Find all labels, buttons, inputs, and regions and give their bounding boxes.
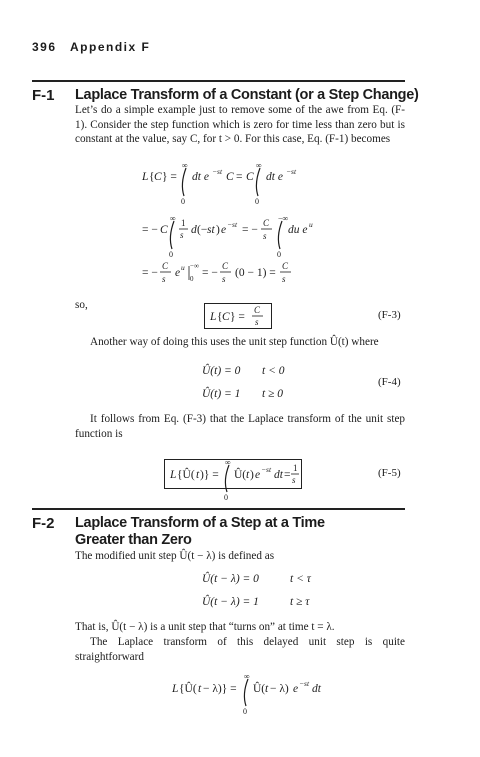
svg-text:C: C — [162, 261, 169, 271]
svg-text:e: e — [293, 683, 299, 695]
svg-text:= −: = − — [202, 267, 218, 279]
svg-text:−st: −st — [212, 167, 223, 176]
shifted-def-cond-2: t ≥ τ — [290, 596, 310, 608]
svg-text:{Û(: {Û( — [179, 683, 197, 695]
svg-text:u: u — [181, 263, 185, 272]
svg-text:1: 1 — [293, 463, 298, 473]
svg-text:0: 0 — [181, 197, 185, 206]
svg-text:): ) — [216, 224, 220, 236]
svg-text:= −: = − — [242, 224, 258, 236]
svg-text:t: t — [196, 469, 200, 481]
svg-text:−st: −st — [299, 679, 310, 688]
step-def-line-1: Û(t) = 0 — [202, 365, 241, 377]
svg-text:s: s — [222, 274, 226, 284]
svg-text:C: C — [222, 261, 229, 271]
shifted-def-line-1: Û(t − λ) = 0 — [202, 573, 259, 585]
paragraph-follows: It follows from Eq. (F-3) that the Laplace transform of the unit step function is — [75, 413, 405, 440]
equation-number-f3: (F-3) — [378, 309, 401, 321]
svg-text:∞: ∞ — [225, 458, 231, 467]
svg-text:{: { — [149, 171, 155, 183]
svg-text:Û(: Û( — [253, 683, 266, 695]
svg-text:} =: } = — [230, 311, 245, 323]
section-number-f1: F-1 — [32, 87, 55, 104]
svg-text:C: C — [282, 261, 289, 271]
svg-text:0: 0 — [277, 250, 281, 259]
svg-text:d: d — [191, 224, 197, 236]
svg-text:0: 0 — [224, 493, 228, 502]
svg-text:e: e — [255, 469, 261, 481]
svg-text:{: { — [217, 311, 223, 323]
svg-text:=: = — [284, 469, 291, 481]
svg-text:t: t — [246, 469, 250, 481]
svg-text:−∞: −∞ — [190, 262, 199, 270]
svg-text:)} =: )} = — [200, 469, 219, 481]
paragraph-defined-as: The modified unit step Û(t − λ) is defined as — [75, 550, 275, 562]
svg-text:s: s — [263, 231, 267, 241]
svg-text:−st: −st — [286, 167, 297, 176]
svg-text:L: L — [172, 683, 179, 695]
svg-text:−∞: −∞ — [278, 214, 289, 223]
paragraph-delayed: The Laplace transform of this delayed unit step is quite straightforward — [75, 636, 405, 663]
section-title-f2-line1: Laplace Transform of a Step at a Time — [75, 515, 325, 531]
svg-text:C: C — [263, 218, 270, 228]
svg-text:e: e — [221, 224, 227, 236]
svg-text:∞: ∞ — [244, 672, 250, 681]
page-number: 396 — [32, 40, 57, 54]
paragraph-intro-f1: Let’s do a simple example just to remove some of the awe from Eq. (F-1). Consider the step function which is zero for time less than zero but is constant at the value, say C, for t > 0. For this case, Eq. (F-1) becomes — [75, 104, 405, 146]
svg-text:Û(: Û( — [234, 469, 247, 481]
svg-text:∞: ∞ — [256, 161, 262, 170]
section-title-f1: Laplace Transform of a Constant (or a Step Change) — [75, 87, 419, 103]
svg-text:= −: = − — [142, 224, 158, 236]
svg-text:0: 0 — [190, 275, 194, 283]
svg-text:dt: dt — [312, 683, 321, 695]
svg-text:− λ): − λ) — [270, 683, 289, 695]
equation-number-f4: (F-4) — [378, 376, 401, 388]
svg-text:s: s — [180, 230, 184, 240]
so-word: so, — [75, 299, 88, 311]
svg-text:1: 1 — [181, 218, 186, 228]
section-title-f2-line2: Greater than Zero — [75, 532, 192, 548]
svg-text:t: t — [198, 683, 202, 695]
svg-text:C: C — [254, 305, 261, 315]
svg-text:= −: = − — [142, 267, 158, 279]
svg-text:C: C — [154, 171, 162, 183]
svg-text:du e: du e — [288, 224, 308, 236]
svg-text:u: u — [309, 220, 313, 229]
svg-text:dt: dt — [274, 469, 283, 481]
svg-text:): ) — [250, 469, 254, 481]
svg-text:−st: −st — [227, 220, 238, 229]
svg-text:L: L — [170, 469, 177, 481]
svg-text:0: 0 — [255, 197, 259, 206]
svg-text:s: s — [282, 274, 286, 284]
svg-text:s: s — [292, 475, 296, 485]
svg-text:s: s — [162, 274, 166, 284]
svg-text:=: = — [236, 171, 243, 183]
svg-text:t: t — [265, 683, 269, 695]
svg-text:C: C — [226, 171, 234, 183]
svg-text:dt e: dt e — [192, 171, 209, 183]
svg-text:dt e: dt e — [266, 171, 283, 183]
svg-text:C: C — [222, 311, 230, 323]
section-number-f2: F-2 — [32, 515, 55, 532]
shifted-def-cond-1: t < τ — [290, 573, 311, 585]
paragraph-another-way: Another way of doing this uses the unit step function Û(t) where — [90, 336, 379, 348]
svg-text:C: C — [160, 224, 168, 236]
paragraph-that-is: That is, Û(t − λ) is a unit step that “turns on” at time t = λ. — [75, 621, 335, 633]
equation-number-f5: (F-5) — [378, 467, 401, 479]
svg-text:} =: } = — [162, 171, 177, 183]
svg-text:L: L — [210, 311, 217, 323]
svg-text:C: C — [246, 171, 254, 183]
svg-text:st: st — [207, 224, 215, 236]
running-title: Appendix F — [70, 40, 151, 54]
svg-text:0: 0 — [169, 250, 173, 259]
step-def-line-2: Û(t) = 1 — [202, 388, 241, 400]
svg-text:0: 0 — [243, 707, 247, 716]
svg-text:L: L — [142, 171, 149, 183]
svg-text:{Û(: {Û( — [177, 469, 195, 481]
svg-text:∞: ∞ — [170, 214, 176, 223]
svg-text:e: e — [175, 267, 181, 279]
svg-text:(−: (− — [197, 224, 208, 236]
step-def-cond-2: t ≥ 0 — [262, 388, 284, 400]
svg-text:s: s — [255, 317, 259, 327]
svg-text:−st: −st — [261, 465, 272, 474]
svg-text:(0 − 1) =: (0 − 1) = — [235, 267, 276, 279]
svg-text:∞: ∞ — [182, 161, 188, 170]
shifted-def-line-2: Û(t − λ) = 1 — [202, 596, 259, 608]
svg-text:− λ)} =: − λ)} = — [203, 683, 237, 695]
step-def-cond-1: t < 0 — [262, 365, 285, 377]
